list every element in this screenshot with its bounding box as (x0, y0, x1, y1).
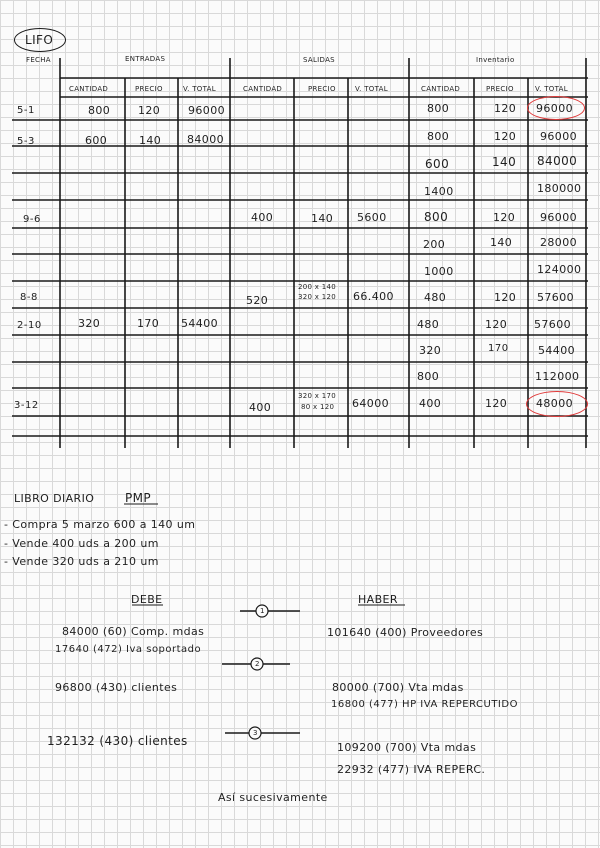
salidas-precio-header: PRECIO (308, 85, 336, 93)
inventario-precio-header: PRECIO (486, 85, 514, 93)
salida-precio-line-1: 320 x 170 (298, 392, 337, 400)
salida-precio-line-2: 80 x 120 (301, 403, 335, 411)
entradas-precio-header: PRECIO (135, 85, 163, 93)
inventario-precio: 140 (492, 155, 517, 169)
salidas-vtotal-header: V. TOTAL (355, 85, 388, 93)
inventario-cantidad: 1400 (424, 185, 454, 198)
inventario-total: 48000 (536, 397, 573, 410)
inventario-total: 112000 (535, 370, 580, 383)
entrada-cantidad: 800 (88, 104, 111, 117)
inventario-precio: 140 (490, 236, 513, 249)
entrada-precio: 140 (139, 134, 162, 147)
debe-label: DEBE (131, 593, 163, 606)
salidas-cantidad-header: CANTIDAD (243, 85, 283, 93)
haber-label: HABER (358, 593, 398, 606)
entrada-total: 84000 (187, 133, 224, 146)
row-fecha: 5-1 (17, 105, 35, 116)
inventario-cantidad: 400 (419, 397, 442, 410)
inventario-cantidad: 320 (419, 344, 442, 357)
header-fecha: FECHA (26, 56, 51, 64)
debe-line: 17640 (472) Iva soportado (55, 644, 202, 655)
entrada-cantidad: 320 (78, 317, 101, 330)
inventario-total: 96000 (536, 102, 573, 115)
inventario-cantidad: 1000 (424, 265, 454, 278)
inventario-total: 96000 (540, 130, 577, 143)
haber-line: 101640 (400) Proveedores (327, 626, 484, 639)
inventario-precio: 120 (493, 211, 516, 224)
inventario-total: 28000 (540, 236, 577, 249)
debe-line: 96800 (430) clientes (55, 681, 178, 694)
highlight-circle-initial-total (527, 96, 585, 120)
haber-line: 80000 (700) Vta mdas (332, 681, 464, 694)
inventario-cantidad-header: CANTIDAD (421, 85, 461, 93)
inventario-cantidad: 800 (427, 102, 450, 115)
row-fecha: 5-3 (17, 136, 35, 147)
inventario-precio: 170 (488, 343, 509, 354)
footer-note: Así sucesivamente (218, 791, 328, 804)
row-fecha: 2-10 (17, 320, 42, 331)
inventario-total: 96000 (540, 211, 577, 224)
inventario-total: 180000 (537, 182, 582, 195)
debe-line: 132132 (430) clientes (47, 734, 188, 748)
entradas-vtotal-header: V. TOTAL (183, 85, 216, 93)
inventario-cantidad: 800 (424, 210, 449, 224)
salida-cantidad: 400 (249, 401, 272, 414)
operation-line: - Vende 320 uds a 210 um (4, 555, 159, 568)
inventario-vtotal-header: V. TOTAL (535, 85, 568, 93)
inventario-total: 54400 (538, 344, 575, 357)
entrada-total: 96000 (188, 104, 225, 117)
entry-number: 2 (255, 660, 260, 668)
inventario-precio: 120 (485, 318, 508, 331)
highlight-circle-final-total (526, 391, 588, 417)
haber-line: 22932 (477) IVA REPERC. (337, 763, 486, 776)
entry-number: 3 (253, 729, 258, 737)
inventario-precio: 120 (494, 102, 517, 115)
salida-total: 66.400 (353, 290, 394, 303)
inventario-total: 124000 (537, 263, 582, 276)
operation-line: - Vende 400 uds a 200 um (4, 537, 159, 550)
inventario-cantidad: 800 (417, 370, 440, 383)
debe-line: 84000 (60) Comp. mdas (62, 625, 205, 638)
inventario-precio: 120 (494, 130, 517, 143)
lifo-title: LIFO (25, 33, 54, 47)
salida-precio-line-2: 320 x 120 (298, 293, 337, 301)
header-entradas: ENTRADAS (125, 55, 166, 63)
inventario-cantidad: 600 (425, 157, 450, 171)
entradas-cantidad-header: CANTIDAD (69, 85, 109, 93)
salida-precio: 140 (311, 212, 334, 225)
entrada-precio: 170 (137, 317, 160, 330)
haber-line: 16800 (477) HP IVA REPERCUTIDO (331, 699, 518, 710)
inventario-total: 84000 (537, 154, 578, 168)
inventario-precio: 120 (494, 291, 517, 304)
row-fecha: 8-8 (20, 292, 38, 303)
header-inventario: Inventario (476, 56, 515, 64)
entry-number: 1 (260, 607, 265, 615)
entrada-cantidad: 600 (85, 134, 108, 147)
salida-total: 5600 (357, 211, 387, 224)
entrada-precio: 120 (138, 104, 161, 117)
haber-line: 109200 (700) Vta mdas (337, 741, 477, 754)
inventario-cantidad: 200 (423, 238, 446, 251)
salida-cantidad: 400 (251, 211, 274, 224)
diario-title: LIBRO DIARIO (14, 492, 95, 505)
salida-cantidad: 520 (246, 294, 269, 307)
inventario-total: 57600 (534, 318, 571, 331)
header-salidas: SALIDAS (303, 56, 335, 64)
diario-method: PMP (125, 491, 152, 505)
inventario-total: 57600 (537, 291, 574, 304)
inventario-cantidad: 800 (427, 130, 450, 143)
inventario-cantidad: 480 (417, 318, 440, 331)
inventario-precio: 120 (485, 397, 508, 410)
row-fecha: 9-6 (23, 214, 41, 225)
operation-line: - Compra 5 marzo 600 a 140 um (4, 518, 196, 531)
entrada-total: 54400 (181, 317, 218, 330)
inventario-cantidad: 480 (424, 291, 447, 304)
row-fecha: 3-12 (14, 400, 39, 411)
salida-total: 64000 (352, 397, 389, 410)
salida-precio-line-1: 200 x 140 (298, 283, 337, 291)
